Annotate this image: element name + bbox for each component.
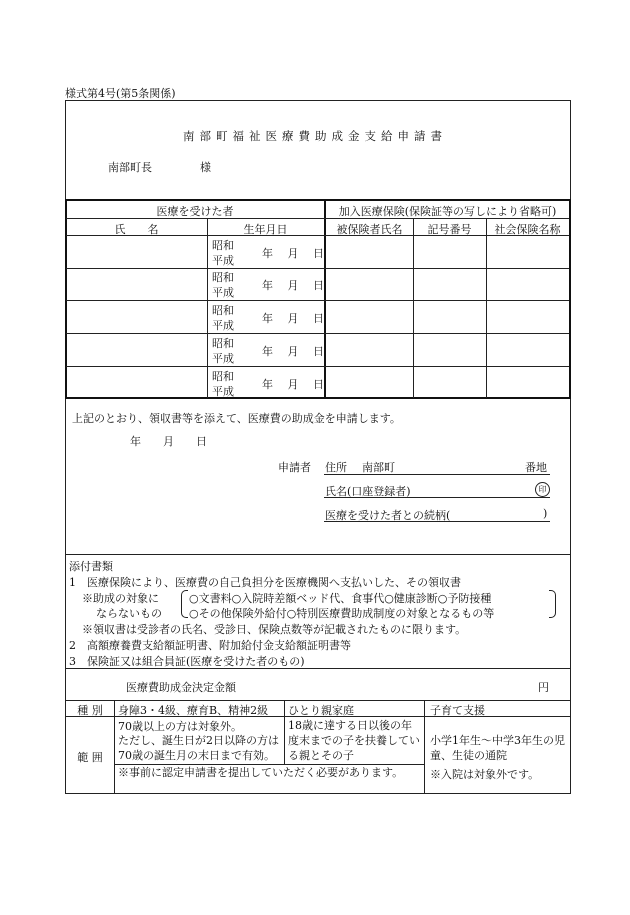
disability-range-1: 70歳以上の方は対象外。 (118, 720, 242, 733)
applicant-label: 申請者 (278, 461, 311, 474)
table-right-border (569, 199, 571, 399)
era-heisei: 平成 (212, 352, 234, 365)
scope-range-label: 範 囲 (77, 751, 103, 764)
decision-amount-unit: 円 (538, 681, 549, 694)
era-heisei: 平成 (212, 319, 234, 332)
scope-type-label: 種 別 (77, 704, 103, 717)
seal-mark: 印 (535, 482, 550, 497)
honorific: 様 (200, 161, 211, 174)
type-single-parent: ひとり親家庭 (288, 704, 354, 717)
excluded-list-1: ○文書料○入院時差額ベッド代、食事代○健康診断○予防接種 (189, 592, 492, 605)
col-symbol-header: 記号番号 (427, 223, 472, 236)
attachment-item-1: 1 医療保険により、医療費の自己負担分を医療機関へ支払いした、その領収書 (69, 576, 461, 589)
excluded-list-2: ○その他保険外給付○特別医療費助成制度の対象となるもの等 (189, 607, 495, 620)
attachment-item-3: 3 保険証又は組合員証(医療を受けた者のもの) (69, 655, 305, 668)
col-birth-header: 生年月日 (243, 223, 288, 236)
type-child-support: 子育て支援 (430, 704, 485, 717)
era-heisei: 平成 (212, 385, 234, 398)
application-date: 年 月 日 (130, 435, 207, 448)
birth-date-units: 年 月 日 (262, 345, 324, 358)
not-covered-label-1: ※助成の対象に (82, 592, 159, 605)
receipt-note: ※領収書は受診者の氏名、受診日、保険点数等が記載されたものに限ります。 (82, 623, 467, 636)
birth-date-units: 年 月 日 (262, 279, 324, 292)
inpatient-note: ※入院は対象外です。 (430, 768, 540, 781)
address-banchi: 番地 (525, 461, 547, 474)
not-covered-label-2: ならないもの (96, 607, 162, 620)
left-brace (181, 590, 188, 618)
address-town: 南部町 (362, 461, 395, 474)
era-heisei: 平成 (212, 286, 234, 299)
disability-range-2: ただし、誕生日が2日以降の方は70歳の誕生月の末日まで有効。 (118, 734, 279, 762)
patient-header: 医療を受けた者 (156, 205, 234, 218)
col-insurance-name-header: 社会保険名称 (494, 223, 561, 236)
col-insured-name-header: 被保険者氏名 (336, 223, 403, 236)
prior-application-note: ※事前に認定申請書を提出していただく必要があります。 (118, 766, 404, 779)
address-label: 住所 (325, 461, 347, 474)
era-heisei: 平成 (212, 254, 234, 267)
right-brace (549, 590, 556, 618)
name-label: 氏名(口座登録者) (325, 485, 411, 498)
era-showa: 昭和 (212, 304, 234, 317)
era-showa: 昭和 (212, 239, 234, 252)
era-showa: 昭和 (212, 271, 234, 284)
birth-date-units: 年 月 日 (262, 247, 324, 260)
form-title: 南部町福祉医療費助成金支給申請書 (183, 129, 447, 143)
child-support-range: 小学1年生～中学3年生の児童、生徒の通院 (430, 734, 565, 762)
name-field-line[interactable] (324, 497, 550, 498)
addressee: 南部町長 (108, 161, 152, 174)
declaration-text: 上記のとおり、領収書等を添えて、医療費の助成金を申請します。 (72, 412, 401, 425)
birth-date-units: 年 月 日 (262, 312, 324, 325)
col-name-header: 氏 名 (114, 223, 159, 236)
attachments-heading: 添付書類 (69, 560, 113, 573)
attachment-item-2: 2 高額療養費支給額証明書、附加給付金支給額証明書等 (69, 639, 351, 652)
relation-close: ) (543, 507, 548, 520)
decision-amount-label: 医療費助成金決定金額 (126, 681, 236, 694)
form-number: 様式第4号(第5条関係) (65, 87, 176, 100)
era-showa: 昭和 (212, 337, 234, 350)
type-disability: 身障3・4級、療育B、精神2級 (118, 704, 269, 717)
insurance-header: 加入医療保険(保険証等の写しにより省略可) (338, 205, 557, 218)
relation-label: 医療を受けた者との続柄( (325, 509, 451, 522)
birth-date-units: 年 月 日 (262, 378, 324, 391)
relation-field-line[interactable] (324, 521, 550, 522)
table-bottom-border (65, 397, 571, 399)
table-top-border (65, 199, 571, 201)
single-parent-range: 18歳に達する日以後の年度末までの子を扶養している親とその子 (288, 719, 420, 762)
era-showa: 昭和 (212, 370, 234, 383)
address-field-line[interactable] (324, 474, 550, 475)
